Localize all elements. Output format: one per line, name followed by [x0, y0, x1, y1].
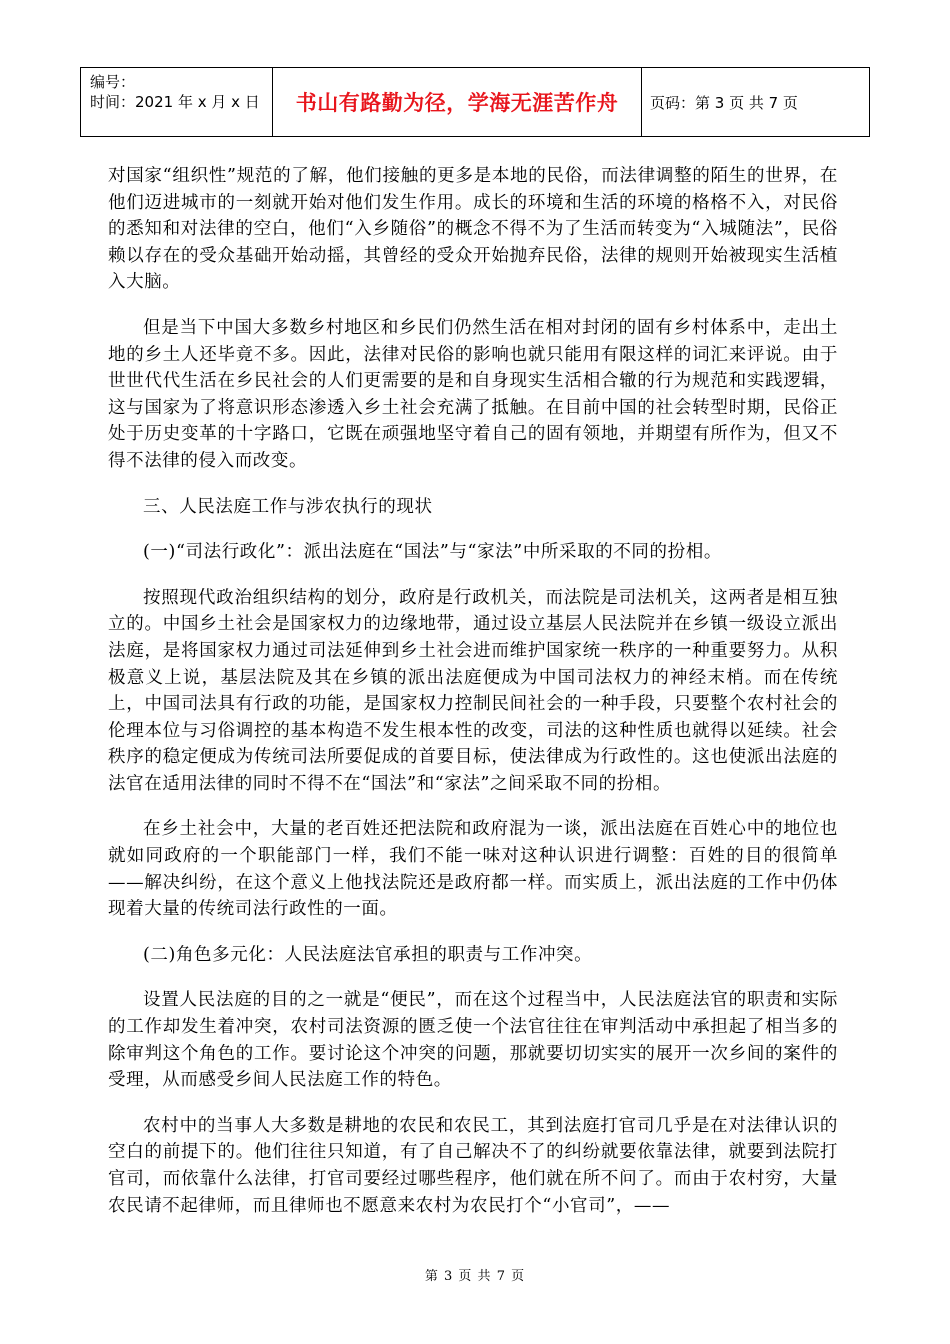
paragraph: 在乡土社会中，大量的老百姓还把法院和政府混为一谈，派出法庭在百姓心中的地位也就如同政府的一个职能部门一样，我们不能一味对这种认识进行调整：百姓的目的很简单——解决纠纷，在这个意义上他找法院还是政府都一样。而实质上，派出法庭的工作中仍体现着大量的传统司法行政性的一面。 — [108, 819, 838, 920]
motto-cell — [273, 68, 642, 136]
paragraph: 按照现代政治组织结构的划分，政府是行政机关，而法院是司法机关，这两者是相互独立的。中国乡土社会是国家权力的边缘地带，通过设立基层人民法院并在乡镇一级设立派出法庭，是将国家权力通过司法延伸到乡土社会进而维护国家统一秩序的一种重要努力。从积极意义上说，基层法院及其在乡镇的派出法庭便成为中国司法权力的神经末梢。而在传统上，中国司法具有行政的功能，是国家权力控制民间社会的一种手段，只要整个农村社会的伦理本位与习俗调控的基本构造不发生根本性的改变，司法的这种性质也就得以延续。社会秩序的稳定便成为传统司法所要促成的首要目标，使法律成为行政性的。这也使派出法庭的法官在适用法律的同时不得不在“国法”和“家法”之间采取不同的扮相。 — [108, 587, 838, 794]
page-footer — [0, 1265, 950, 1284]
header-meta-cell — [81, 68, 273, 136]
document-header — [80, 67, 870, 137]
page-label: 页码：第 3 页 共 7 页 — [650, 93, 798, 112]
date-label: 时间：2021 年 x 月 x 日 — [90, 93, 260, 111]
page-number-cell — [642, 68, 869, 136]
paragraph: 但是当下中国大多数乡村地区和乡民们仍然生活在相对封闭的固有乡村体系中，走出土地的乡土人还毕竟不多。因此，法律对民俗的影响也就只能用有限这样的词汇来评说。由于世世代代生活在乡民社会的人们更需要的是和自身现实生活相合辙的行为规范和实践逻辑，这与国家为了将意识形态渗透入乡土社会充满了抵触。在目前中国的社会转型时期，民俗正处于历史变革的十字路口，它既在顽强地坚守着自己的固有领地，并期望有所作为，但又不得不法律的侵入而改变。 — [108, 317, 838, 471]
subsection-heading: (二)角色多元化：人民法庭法官承担的职责与工作冲突。 — [143, 944, 593, 965]
paragraph: 设置人民法庭的目的之一就是“便民”，而在这个过程当中，人民法庭法官的职责和实际的工作却发生着冲突，农村司法资源的匮乏使一个法官往往在审判活动中承担起了相当多的除审判这个角色的工作。要讨论这个冲突的问题，那就要切切实实的展开一次乡间的案件的受理，从而感受乡间人民法庭工作的特色。 — [108, 990, 838, 1091]
document-body — [108, 163, 838, 1238]
number-label: 编号： — [90, 73, 136, 91]
motto-text: 书山有路勤为径，学海无涯苦作舟 — [295, 91, 619, 115]
subsection-heading: (一)“司法行政化”：派出法庭在“国法”与“家法”中所采取的不同的扮相。 — [143, 542, 722, 563]
paragraph: 农村中的当事人大多数是耕地的农民和农民工，其到法庭打官司几乎是在对法律认识的空白的前提下的。他们往往只知道，有了自己解决不了的纠纷就要依靠法律，就要到法院打官司，而依靠什么法律，打官司要经过哪些程序，他们就在所不问了。而由于农村穷，大量农民请不起律师，而且律师也不愿意来农村为农民打个“小官司”，—— — [108, 1115, 838, 1216]
footer-page-number: 第 3 页 共 7 页 — [424, 1269, 526, 1284]
section-heading: 三、人民法庭工作与涉农执行的现状 — [143, 496, 433, 517]
paragraph: 对国家“组织性”规范的了解，他们接触的更多是本地的民俗，而法律调整的陌生的世界，在他们迈进城市的一刻就开始对他们发生作用。成长的环境和生活的环境的格格不入，对民俗的悉知和对法律的空白，他们“入乡随俗”的概念不得不为了生活而转变为“入城随法”，民俗赖以存在的受众基础开始动摇，其曾经的受众开始抛弃民俗，法律的规则开始被现实生活植入大脑。 — [108, 166, 838, 293]
